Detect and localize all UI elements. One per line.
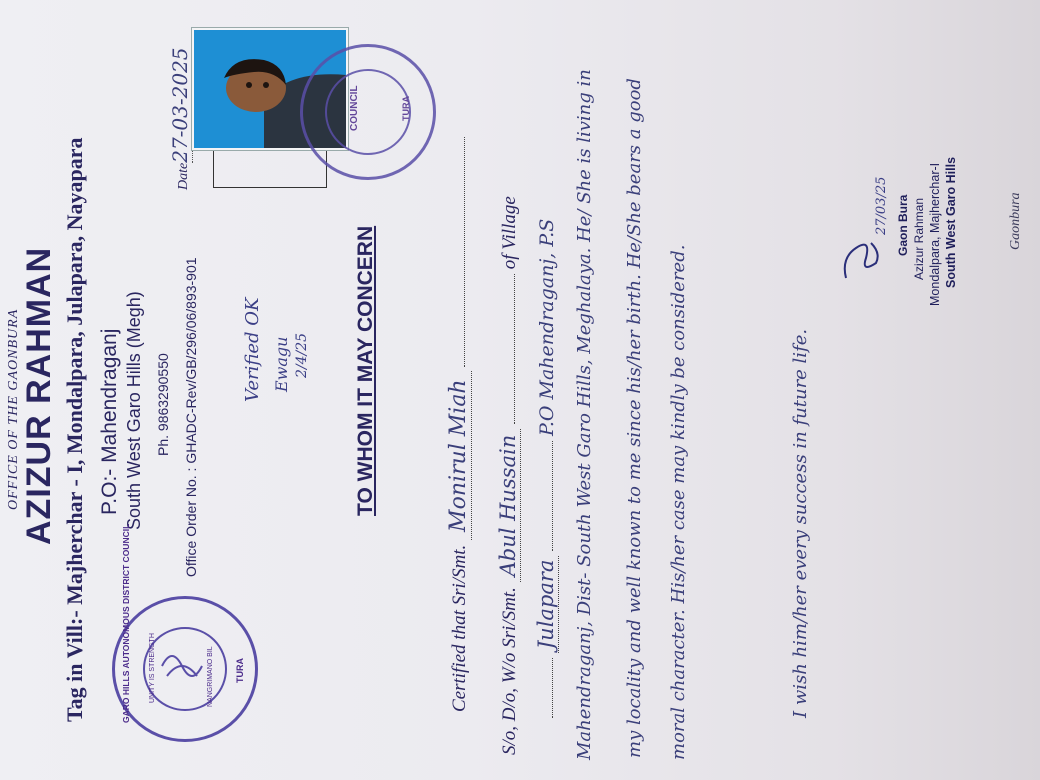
signature-line-3: Mondalpara, Majherchar-I — [928, 162, 942, 306]
po-line: P.O:- Mahendraganj — [98, 328, 121, 515]
district-seal-place: TURA — [235, 658, 245, 683]
body-line-1 — [446, 137, 471, 712]
gaonbura-name: AZIZUR RAHMAN — [20, 246, 58, 545]
body-line-3 — [534, 219, 559, 718]
body-line-5: my locality and well known to me since his/her birth. He/She bears a good — [624, 78, 645, 758]
body-line-2 — [496, 196, 521, 755]
office-of-heading: OFFICE OF THE GAONBURA — [6, 308, 21, 510]
phone-number: Ph. 9863290550 — [155, 353, 171, 456]
verified-note-line1: Verified OK — [242, 297, 263, 402]
signature-line-4: South West Garo Hills — [944, 156, 958, 288]
line3-suffix: P.O Mahendraganj, P.S — [536, 218, 558, 437]
verified-note-line3: 2/4/25 — [294, 332, 310, 378]
district-seal-inner-bottom: NANGRIMANO BIL — [207, 646, 214, 707]
district-seal-inner-top: UNITY IS STRENGTH — [149, 633, 156, 703]
line2-prefix: S/o, D/o, W/o Sri/Smt. — [499, 587, 520, 755]
line1-prefix: Certified that Sri/Smt. — [449, 544, 470, 712]
signature-line-2: Azizur Rahman — [912, 197, 926, 280]
council-seal — [300, 44, 436, 180]
verified-note-line2: Ewagu — [272, 336, 291, 392]
village-name: Julapara — [534, 556, 559, 654]
district-council-seal — [112, 523, 258, 742]
gaonbura-footer: Gaonbura — [1008, 192, 1023, 250]
parent-name: Abul Hussain — [496, 429, 521, 583]
line2-suffix: of Village — [499, 196, 520, 270]
date-label: Date — [176, 162, 191, 190]
council-seal-ring-text: COUNCIL — [349, 85, 360, 131]
signature-line-1: Gaon Bura — [896, 194, 910, 256]
signature-date: 27/03/25 — [874, 176, 889, 235]
date-value: 27-03-2025 — [168, 47, 192, 163]
body-line-6: moral character. His/her case may kindly be considered. — [668, 244, 689, 760]
body-line-4: Mahendraganj, Dist- South West Garo Hills, Meghalaya. He/ She is living in — [574, 69, 595, 760]
council-emblem-icon — [112, 596, 252, 736]
council-seal-place: TURA — [401, 96, 411, 121]
closing-line: I wish him/her every success in future life. — [790, 328, 811, 718]
certificate-title: TO WHOM IT MAY CONCERN — [354, 225, 377, 516]
district-line: South West Garo Hills (Megh) — [124, 291, 144, 530]
certified-name: Monirul Miah — [446, 371, 472, 540]
tag-line: Tag in Vill:- Majherchar - I, Mondalpara, Julapara, Nayapara — [62, 137, 87, 722]
district-seal-ring-text: GARO HILLS AUTONOMOUS DISTRICT COUNCIL — [121, 523, 131, 723]
office-order-number: Office Order No. : GHADC-Rev/GB/296/06/893-901 — [183, 257, 199, 577]
signature-scribble-icon — [836, 228, 886, 288]
date-field — [168, 47, 192, 190]
